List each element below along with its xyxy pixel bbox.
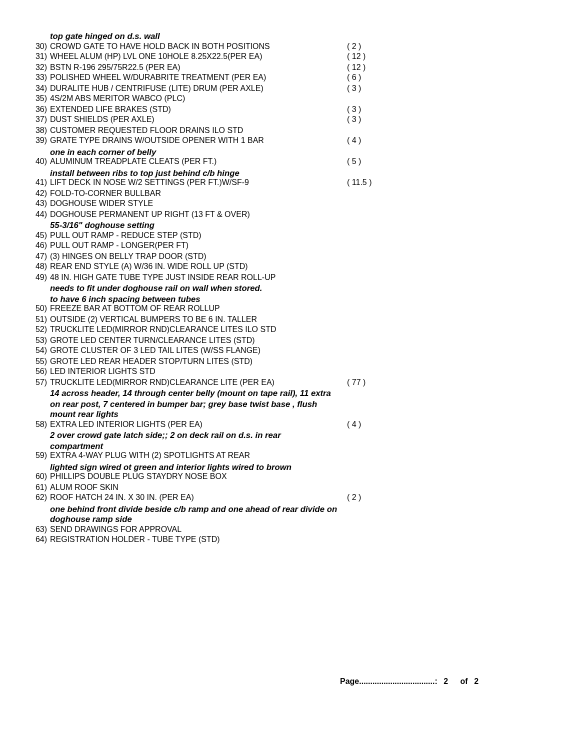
item-description: EXTRA 4-WAY PLUG WITH (2) SPOTLIGHTS AT REAR <box>50 451 251 460</box>
page-number: 2 <box>443 677 449 686</box>
option-row <box>0 483 564 494</box>
item-description: FOLD-TO-CORNER BULLBAR <box>50 188 161 198</box>
item-description: BSTN R-196 295/75R22.5 (PER EA) <box>50 62 181 72</box>
option-row <box>0 346 564 357</box>
option-row <box>0 178 564 189</box>
option-row <box>0 231 564 242</box>
page-label: Page..................................: <box>340 677 438 686</box>
item-number: 60) <box>35 472 47 481</box>
option-row <box>0 420 564 431</box>
option-row <box>0 315 564 326</box>
note-row <box>0 441 564 452</box>
note-text: one behind front divide beside c/b ramp and one ahead of rear divide on <box>50 503 338 514</box>
item-quantity: ( 5 ) <box>347 157 362 166</box>
item-description: TRUCKLITE LED(MIRROR RND)CLEARANCE LITES ILO STD <box>50 325 277 334</box>
item-description: WHEEL ALUM (HP) LVL ONE 10HOLE 8.25X22.5(PER EA) <box>50 52 263 61</box>
option-row <box>0 451 564 462</box>
note-row <box>0 430 564 441</box>
option-row <box>0 493 564 504</box>
item-description: SEND DRAWINGS FOR APPROVAL <box>50 524 182 534</box>
item-description: (3) HINGES ON BELLY TRAP DOOR (STD) <box>50 251 207 261</box>
item-quantity: ( 11.5 ) <box>347 178 372 187</box>
note-text: mount rear lights <box>50 409 119 419</box>
item-quantity: ( 3 ) <box>347 83 362 93</box>
option-row <box>0 252 564 263</box>
note-text: install between ribs to top just behind c/b hinge <box>50 167 240 178</box>
item-description: ROOF HATCH 24 IN. X 30 IN. (PER EA) <box>50 493 194 502</box>
item-description: REGISTRATION HOLDER - TUBE TYPE (STD) <box>50 535 220 544</box>
item-number: 63) <box>35 524 47 534</box>
option-row <box>0 210 564 221</box>
option-row <box>0 42 564 53</box>
item-description: GRATE TYPE DRAINS W/OUTSIDE OPENER WITH 1 BAR <box>50 136 264 145</box>
item-description: FREEZE BAR AT BOTTOM OF REAR ROLLUP <box>50 304 220 313</box>
item-description: REAR END STYLE (A) W/36 IN. WIDE ROLL UP (STD) <box>50 262 248 271</box>
note-row <box>0 147 564 158</box>
option-row <box>0 115 564 126</box>
note-text: 55-3/16" doghouse setting <box>50 220 155 230</box>
option-row <box>0 105 564 116</box>
item-number: 32) <box>35 62 47 72</box>
option-row <box>0 241 564 252</box>
note-text: lighted sign wired ot green and interior lights wired to brown <box>50 461 292 472</box>
item-description: DURALITE HUB / CENTRIFUSE (LITE) DRUM (PER AXLE) <box>50 83 264 93</box>
item-quantity: ( 3 ) <box>347 104 362 114</box>
item-description: CUSTOMER REQUESTED FLOOR DRAINS ILO STD <box>50 125 244 135</box>
item-quantity: ( 4 ) <box>347 136 362 145</box>
option-row <box>0 52 564 63</box>
item-description: DOGHOUSE WIDER STYLE <box>50 199 154 208</box>
note-text: top gate hinged on d.s. wall <box>50 31 160 41</box>
option-row <box>0 367 564 378</box>
option-row <box>0 472 564 483</box>
item-number: 59) <box>35 451 47 460</box>
option-row <box>0 535 564 546</box>
item-number: 49) <box>35 272 47 282</box>
note-row <box>0 514 564 525</box>
option-row <box>0 336 564 347</box>
option-row <box>0 84 564 95</box>
item-description: GROTE CLUSTER OF 3 LED TAIL LITES (W/SS FLANGE) <box>50 346 261 355</box>
item-number: 58) <box>35 419 47 429</box>
item-number: 48) <box>35 262 47 271</box>
item-description: OUTSIDE (2) VERTICAL BUMPERS TO BE 6 IN. TALLER <box>50 314 258 324</box>
item-description: TRUCKLITE LED(MIRROR RND)CLEARANCE LITE (PER EA) <box>50 377 275 387</box>
item-number: 43) <box>35 199 47 208</box>
option-row <box>0 262 564 273</box>
item-number: 36) <box>35 104 47 114</box>
item-quantity: ( 77 ) <box>347 377 366 387</box>
item-quantity: ( 6 ) <box>347 73 362 82</box>
note-row <box>0 220 564 231</box>
item-number: 40) <box>35 157 47 166</box>
page-footer <box>340 677 479 686</box>
item-number: 50) <box>35 304 47 313</box>
note-row <box>0 409 564 420</box>
item-description: ALUMINUM TREADPLATE CLEATS (PER FT.) <box>50 157 217 166</box>
note-row <box>0 283 564 294</box>
note-text: 2 over crowd gate latch side;; 2 on deck rail on d.s. in rear <box>50 430 281 440</box>
item-number: 44) <box>35 209 47 219</box>
item-quantity: ( 2 ) <box>347 41 362 51</box>
item-quantity: ( 2 ) <box>347 493 362 502</box>
note-text: 14 across header, 14 through center belly (mount on tape rail), 11 extra <box>50 388 331 398</box>
option-row <box>0 273 564 284</box>
item-quantity: ( 12 ) <box>347 62 366 72</box>
item-quantity: ( 12 ) <box>347 52 366 61</box>
option-row <box>0 525 564 536</box>
option-row <box>0 157 564 168</box>
item-number: 33) <box>35 73 47 82</box>
option-row <box>0 378 564 389</box>
item-description: DOGHOUSE PERMANENT UP RIGHT (13 FT & OVER) <box>50 209 250 219</box>
item-number: 53) <box>35 335 47 345</box>
item-number: 38) <box>35 125 47 135</box>
item-number: 56) <box>35 367 47 376</box>
option-row <box>0 63 564 74</box>
option-row <box>0 189 564 200</box>
of-label: of <box>460 677 468 686</box>
item-description: 4S/2M ABS MERITOR WABCO (PLC) <box>50 94 186 103</box>
item-number: 57) <box>35 377 47 387</box>
item-number: 34) <box>35 83 47 93</box>
item-description: POLISHED WHEEL W/DURABRITE TREATMENT (PER EA) <box>50 73 267 82</box>
item-description: EXTENDED LIFE BRAKES (STD) <box>50 104 171 114</box>
item-number: 62) <box>35 493 47 502</box>
option-row <box>0 73 564 84</box>
item-description: CROWD GATE TO HAVE HOLD BACK IN BOTH POSITIONS <box>50 41 270 51</box>
item-description: DUST SHIELDS (PER AXLE) <box>50 115 155 124</box>
item-description: 48 IN. HIGH GATE TUBE TYPE JUST INSIDE REAR ROLL-UP <box>50 272 276 282</box>
item-number: 37) <box>35 115 47 124</box>
item-number: 31) <box>35 52 47 61</box>
note-text: on rear post, 7 centered in bumper bar; grey base twist base , flush <box>50 398 318 409</box>
note-row <box>0 462 564 473</box>
options-list <box>0 31 564 546</box>
item-quantity: ( 3 ) <box>347 115 362 124</box>
item-description: LIFT DECK IN NOSE W/2 SETTINGS (PER FT.)W/SF-9 <box>50 178 249 187</box>
item-description: PULL OUT RAMP - LONGER(PER FT) <box>50 241 189 250</box>
note-row <box>0 31 564 42</box>
item-number: 64) <box>35 535 47 544</box>
note-row <box>0 294 564 305</box>
item-number: 41) <box>35 178 47 187</box>
option-row <box>0 325 564 336</box>
note-row <box>0 399 564 410</box>
note-row <box>0 388 564 399</box>
option-row <box>0 357 564 368</box>
item-number: 51) <box>35 314 47 324</box>
item-quantity: ( 4 ) <box>347 419 362 429</box>
item-number: 55) <box>35 356 47 366</box>
option-row <box>0 199 564 210</box>
item-number: 47) <box>35 251 47 261</box>
item-description: GROTE LED CENTER TURN/CLEARANCE LITES (STD) <box>50 335 255 345</box>
option-row <box>0 126 564 137</box>
note-text: to have 6 inch spacing between tubes <box>50 293 201 304</box>
note-row <box>0 504 564 515</box>
note-text: one in each corner of belly <box>50 146 157 157</box>
item-number: 54) <box>35 346 47 355</box>
item-number: 61) <box>35 482 47 492</box>
note-row <box>0 168 564 179</box>
item-number: 46) <box>35 241 47 250</box>
item-number: 45) <box>35 230 47 240</box>
item-description: LED INTERIOR LIGHTS STD <box>50 367 156 376</box>
option-row <box>0 136 564 147</box>
note-text: doghouse ramp side <box>50 514 132 524</box>
item-number: 39) <box>35 136 47 145</box>
item-number: 42) <box>35 188 47 198</box>
item-description: ALUM ROOF SKIN <box>50 482 119 492</box>
item-number: 35) <box>35 94 47 103</box>
item-description: PHILLIPS DOUBLE PLUG STAYDRY NOSE BOX <box>50 472 227 481</box>
option-row <box>0 304 564 315</box>
option-row <box>0 94 564 105</box>
item-description: GROTE LED REAR HEADER STOP/TURN LITES (STD) <box>50 356 253 366</box>
note-text: needs to fit under doghouse rail on wall when stored. <box>50 283 263 293</box>
note-text: compartment <box>50 440 104 451</box>
item-description: EXTRA LED INTERIOR LIGHTS (PER EA) <box>50 419 203 429</box>
item-number: 30) <box>35 41 47 51</box>
item-number: 52) <box>35 325 47 334</box>
page-total: 2 <box>474 677 479 686</box>
item-description: PULL OUT RAMP - REDUCE STEP (STD) <box>50 230 202 240</box>
